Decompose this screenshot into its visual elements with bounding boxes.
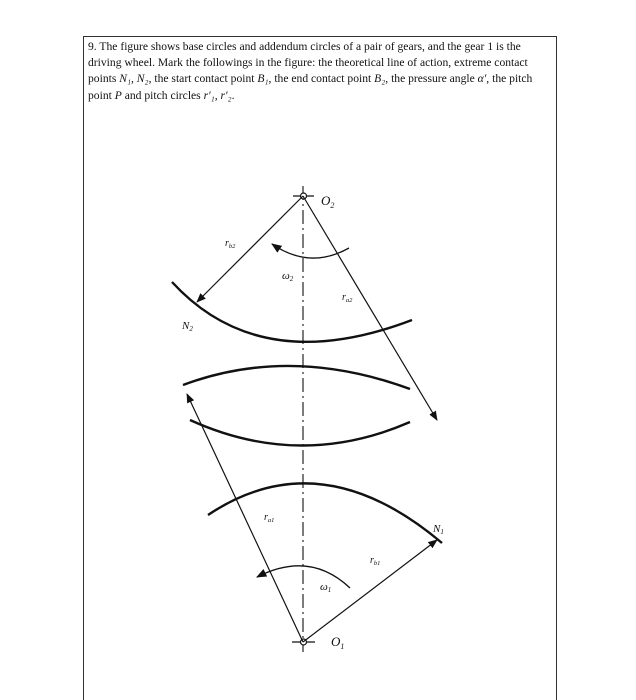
label-o2: $O_2$ (321, 193, 335, 210)
end-point: B₂ (374, 72, 386, 86)
question-end: . (231, 88, 235, 102)
radius-rb2-line (197, 196, 303, 302)
end-label: , the end contact point (268, 72, 375, 86)
question-number: 9. (88, 40, 97, 53)
label-n2: N2 (182, 320, 193, 333)
circles-label: and pitch circles (121, 88, 204, 102)
label-n1: N1 (433, 523, 444, 536)
label-ra1: $r_{a1}$ (264, 512, 275, 524)
start-point: B₁ (257, 72, 269, 86)
label-rb2: $r_{b2}$ (225, 238, 236, 250)
radius-ra1-line (187, 394, 303, 642)
addendum-circle-gear1 (190, 420, 410, 446)
label-omega1: ω1 (320, 581, 332, 594)
extreme-points: N₁, N₂ (119, 72, 149, 86)
question-intro: The figure shows base circles and addendum circles of a pair of gears, and the gear 1 is the driving wheel. Mark the followings in the figure: the theoretical line of action, extreme contact points (88, 40, 528, 86)
pressure-angle: α′ (477, 72, 487, 86)
label-o1: $O_1$ (331, 634, 345, 651)
label-omega2: ω2 (282, 270, 294, 283)
pitch-circles: r′₁, r′₂ (203, 88, 232, 102)
start-label: , the start contact point (148, 72, 258, 86)
pressure-label: , the pressure angle (385, 72, 478, 86)
label-ra2: $r_{a2}$ (342, 292, 353, 304)
pitch-point: P (114, 88, 122, 102)
radius-ra2-line (303, 196, 437, 420)
pitch-label: , the pitch point (88, 72, 533, 102)
omega2-rotation-arrow (272, 244, 349, 258)
label-rb1: $r_{b1}$ (370, 555, 381, 567)
addendum-circle-gear2 (183, 366, 410, 389)
